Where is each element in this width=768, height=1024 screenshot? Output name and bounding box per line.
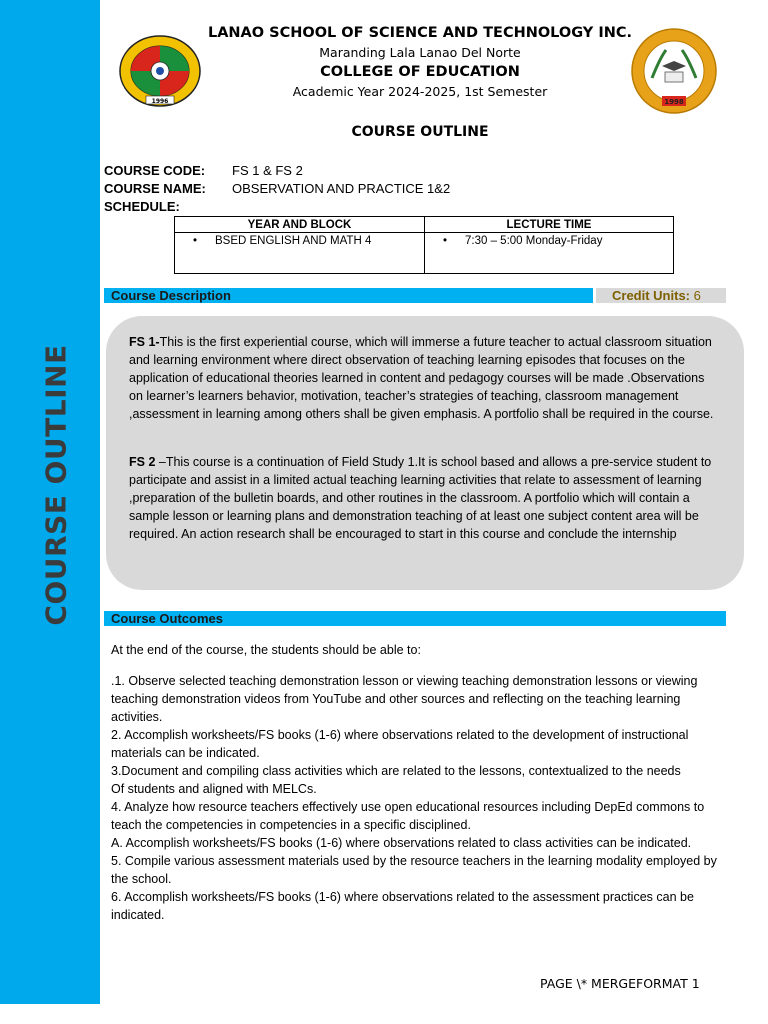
fs2-text: –This course is a continuation of Field Study 1.It is school based and allows a pre-service student to participate and assist in a limited actual teaching learning activities that relate to assessment of learning ,preparation of the bulletin boards, and other routines in the classroom. A portfolio which will contain a sample lesson or learning plans and demonstration teaching of at least one subject content area will be required. An action research shall be encouraged to start in this course and conclude the internship	[129, 455, 712, 541]
outcomes-intro: At the end of the course, the students should be able to:	[111, 643, 421, 657]
school-name: LANAO SCHOOL OF SCIENCE AND TECHNOLOGY INC.	[207, 25, 633, 41]
credit-units	[612, 288, 701, 303]
right-seal-year: 1998	[664, 98, 684, 106]
course-code-value: FS 1 & FS 2	[232, 163, 303, 178]
list-item: .1. Observe selected teaching demonstration lesson or viewing teaching demonstration lessons or viewing teaching demonstration videos from YouTube and other sources and reflecting on the teaching learning activities.	[111, 674, 698, 724]
year-block-value: BSED ENGLISH AND MATH 4	[215, 235, 372, 247]
fs2-description	[129, 453, 719, 543]
fs1-description	[129, 333, 719, 423]
list-item: 6. Accomplish worksheets/FS books (1-6) where observations related to the assessment practices can be indicated.	[111, 890, 694, 922]
list-item: 5. Compile various assessment materials used by the resource teachers in the learning modality employed by the school.	[111, 854, 717, 886]
table-row	[175, 233, 674, 274]
credit-units-value: 6	[693, 288, 701, 303]
credit-units-label: Credit Units:	[612, 288, 690, 303]
course-outcomes-heading: Course Outcomes	[111, 611, 223, 626]
table-cell: • 7:30 – 5:00 Monday-Friday	[425, 233, 674, 274]
course-name-label: COURSE NAME:	[104, 181, 206, 196]
fs2-label: FS 2	[129, 455, 156, 469]
list-item: 4. Analyze how resource teachers effectively use open educational resources including DepEd commons to teach the competencies in competencies in a specific disciplined.	[111, 800, 705, 832]
fs1-label: FS 1-	[129, 335, 160, 349]
sidebar-title: COURSE OUTLINE	[39, 344, 73, 626]
course-description-heading: Course Description	[111, 288, 231, 303]
page-footer: PAGE \* MERGEFORMAT 1	[540, 976, 700, 991]
list-item: A. Accomplish worksheets/FS books (1-6) where observations related to class activities can be indicated.	[111, 836, 692, 850]
course-name-value: OBSERVATION AND PRACTICE 1&2	[232, 181, 451, 196]
list-item: 2. Accomplish worksheets/FS books (1-6) where observations related to the development of instructional materials can be indicated.	[111, 728, 689, 760]
college-name: COLLEGE OF EDUCATION	[320, 64, 520, 80]
lecture-time-value: 7:30 – 5:00 Monday-Friday	[465, 235, 603, 247]
school-address: Maranding Lala Lanao Del Norte	[319, 45, 521, 60]
table-header-lecture-time: LECTURE TIME	[425, 217, 674, 233]
academic-year: Academic Year 2024-2025, 1st Semester	[292, 84, 548, 99]
table-header-year-block: YEAR AND BLOCK	[175, 217, 425, 233]
course-code-label: COURSE CODE:	[104, 163, 206, 178]
outcomes-list	[111, 672, 721, 924]
list-item: Of students and aligned with MELCs.	[111, 782, 317, 796]
table-cell: • BSED ENGLISH AND MATH 4	[175, 233, 425, 274]
left-seal-year: 1996	[151, 98, 169, 105]
schedule-label: SCHEDULE:	[104, 199, 180, 214]
schedule-table	[174, 216, 674, 274]
list-item: 3.Document and compiling class activities which are related to the lessons, contextualized to the needs	[111, 764, 681, 778]
document-title: COURSE OUTLINE	[351, 124, 489, 140]
fs1-text: This is the first experiential course, which will immerse a future teacher to actual classroom situation and learning environment where direct observation of teaching learning episodes that focuses on the application of educational theories learned in content and pedagogy courses will be made .Observations on learner’s learners behavior, motivation, teacher’s strategies of teaching, classroom management ,assessment in learning among others shall be given emphasis. A portfolio shall be required in the course.	[129, 335, 714, 421]
